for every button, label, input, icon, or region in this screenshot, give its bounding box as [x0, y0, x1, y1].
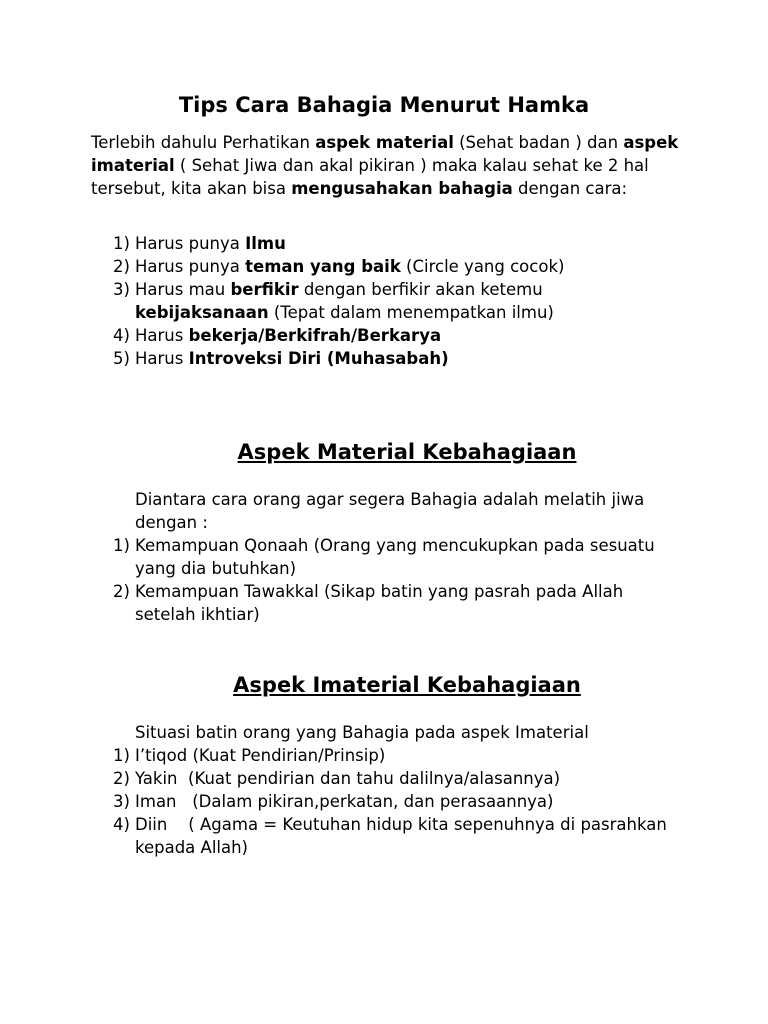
list-item	[113, 347, 673, 370]
list-number: 1)	[113, 536, 130, 555]
page-title: Tips Cara Bahagia Menurut Hamka	[178, 93, 590, 117]
list-bold-text: kebijaksanaan	[135, 303, 269, 322]
list-item	[113, 324, 673, 347]
list-number: 1)	[113, 234, 130, 253]
intro-text-2: (Sehat badan ) dan	[453, 133, 624, 152]
list-item	[113, 534, 673, 580]
intro-bold-aspek-imaterial: aspek imaterial	[91, 133, 679, 175]
list-text: Iman (Dalam pikiran,perkatan, dan perasaannya)	[135, 792, 554, 811]
intro-bold-mengusahakan-bahagia: mengusahakan bahagia	[291, 179, 513, 198]
intro-bold-aspek-material: aspek material	[315, 133, 454, 152]
list-number: 2)	[113, 582, 130, 601]
list-number: 3)	[113, 792, 130, 811]
section-heading-material: Aspek Material Kebahagiaan	[237, 440, 577, 464]
list-bold-text: bekerja/Berkifrah/Berkarya	[188, 326, 442, 345]
list-text: Harus	[135, 349, 189, 368]
list-text: Diin ( Agama = Keutuhan hidup kita sepenuhnya di pasrahkan kepada Allah)	[135, 815, 673, 857]
list-text: (Tepat dalam menempatkan ilmu)	[268, 303, 554, 322]
list-text: Harus	[135, 326, 189, 345]
list-text: Harus mau	[135, 280, 231, 299]
list-text: Kemampuan Tawakkal (Sikap batin yang pasrah pada Allah setelah ikhtiar)	[135, 582, 624, 624]
list-number: 3)	[113, 280, 130, 299]
list-item	[113, 278, 673, 324]
list-text: Harus punya	[135, 257, 246, 276]
list-item	[113, 744, 673, 767]
list-item	[113, 813, 673, 859]
imaterial-list	[113, 744, 673, 859]
list-item	[113, 767, 673, 790]
list-text: Harus punya	[135, 234, 246, 253]
list-bold-text: Ilmu	[245, 234, 286, 253]
list-number: 1)	[113, 746, 130, 765]
tips-list	[113, 232, 673, 370]
list-item	[113, 790, 673, 813]
list-number: 4)	[113, 326, 130, 345]
section-heading-imaterial: Aspek Imaterial Kebahagiaan	[233, 673, 581, 697]
intro-paragraph	[91, 131, 691, 200]
list-text: I’tiqod (Kuat Pendirian/Prinsip)	[135, 746, 386, 765]
intro-text-4: dengan cara:	[512, 179, 628, 198]
imaterial-lead: Situasi batin orang yang Bahagia pada aspek Imaterial	[135, 723, 589, 742]
material-lead: Diantara cara orang agar segera Bahagia adalah melatih jiwa dengan :	[135, 490, 645, 532]
material-list	[113, 534, 673, 626]
list-bold-text: berfikir	[230, 280, 299, 299]
list-number: 2)	[113, 257, 130, 276]
intro-text-3: ( Sehat Jiwa dan akal pikiran ) maka kalau sehat ke 2 hal tersebut, kita akan bisa	[91, 156, 649, 198]
list-number: 4)	[113, 815, 130, 834]
list-bold-text: teman yang baik	[245, 257, 401, 276]
list-text: dengan berfikir akan ketemu	[298, 280, 543, 299]
list-text: Kemampuan Qonaah (Orang yang mencukupkan pada sesuatu yang dia butuhkan)	[135, 536, 655, 578]
list-item	[113, 255, 673, 278]
list-text: (Circle yang cocok)	[400, 257, 565, 276]
list-item	[113, 580, 673, 626]
list-text: Yakin (Kuat pendirian dan tahu dalilnya/alasannya)	[135, 769, 561, 788]
list-bold-text: Introveksi Diri (Muhasabah)	[188, 349, 449, 368]
intro-text-1: Terlebih dahulu Perhatikan	[91, 133, 316, 152]
list-item	[113, 232, 673, 255]
list-number: 2)	[113, 769, 130, 788]
list-number: 5)	[113, 349, 130, 368]
